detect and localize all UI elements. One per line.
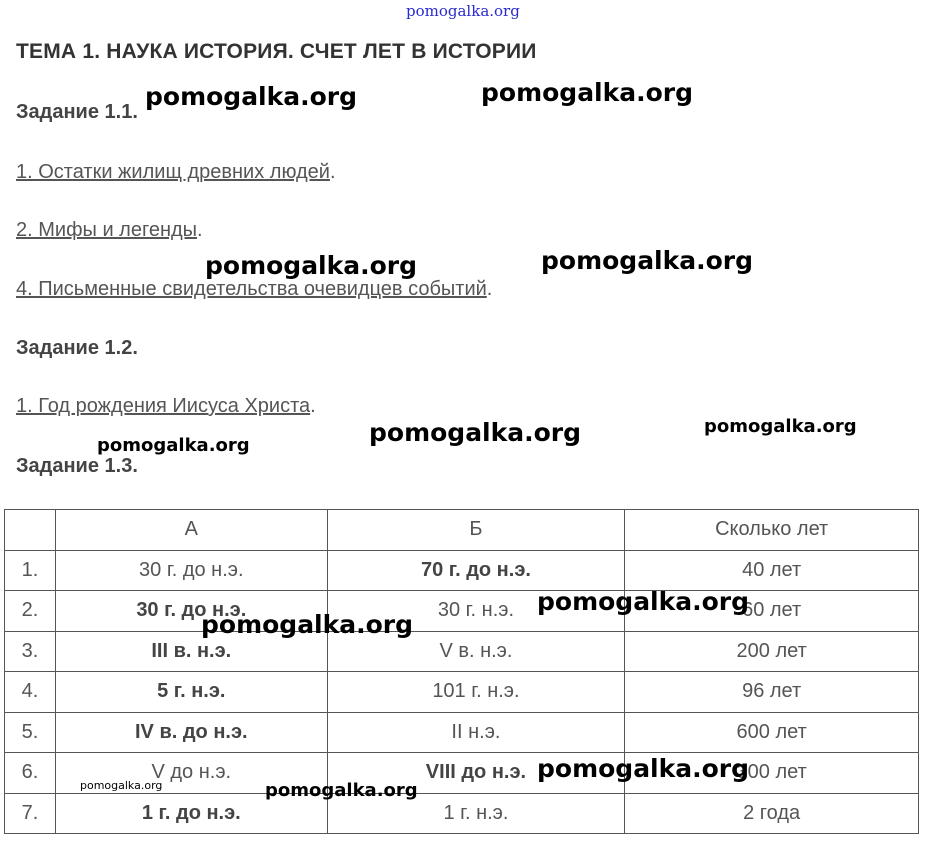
cell-b: 70 г. до н.э. [327, 550, 625, 591]
cell-a: 5 г. н.э. [55, 672, 327, 713]
cell-years: 200 лет [625, 631, 919, 672]
cell-b: VIII до н.э. [327, 753, 625, 794]
cell-a: 1 г. до н.э. [55, 793, 327, 834]
watermark: pomogalka.org [265, 780, 418, 801]
cell-b: II н.э. [327, 712, 625, 753]
header-cell-a: А [55, 510, 327, 551]
answer-text: 4. Письменные свидетельства очевидцев событий [16, 278, 487, 300]
cell-years: 300 лет [625, 753, 919, 794]
watermark: pomogalka.org [145, 82, 358, 111]
cell-years: 60 лет [625, 591, 919, 632]
watermark: pomogalka.org [205, 251, 418, 280]
table-row [5, 712, 919, 753]
task-heading: Задание 1.1. [16, 101, 138, 123]
cell-a: 30 г. до н.э. [55, 591, 327, 632]
cell-years: 600 лет [625, 712, 919, 753]
table-header-row [5, 510, 919, 551]
answer-item [16, 219, 203, 242]
row-number: 7. [5, 793, 56, 834]
row-number: 2. [5, 591, 56, 632]
table-row [5, 550, 919, 591]
cell-b: 1 г. н.э. [327, 793, 625, 834]
watermark: pomogalka.org [369, 418, 582, 447]
cell-years: 40 лет [625, 550, 919, 591]
header-cell-b: Б [327, 510, 625, 551]
answer-text: 1. Год рождения Иисуса Христа [16, 395, 311, 417]
row-number: 1. [5, 550, 56, 591]
cell-years: 2 года [625, 793, 919, 834]
cell-b: 30 г. н.э. [327, 591, 625, 632]
watermark: pomogalka.org [704, 416, 857, 437]
cell-b: V в. н.э. [327, 631, 625, 672]
table-row [5, 631, 919, 672]
answer-text: 1. Остатки жилищ древних людей [16, 161, 330, 183]
cell-a: III в. н.э. [55, 631, 327, 672]
answer-text: 2. Мифы и легенды [16, 219, 198, 241]
task-heading: Задание 1.3. [16, 455, 138, 477]
watermark-top: pomogalka.org [406, 2, 520, 20]
cell-a: 30 г. до н.э. [55, 550, 327, 591]
answer-period: . [486, 278, 493, 300]
answer-period: . [329, 161, 336, 183]
answer-item [16, 395, 316, 418]
watermark: pomogalka.org [537, 587, 750, 616]
table-row [5, 591, 919, 632]
answer-period: . [310, 395, 316, 417]
watermark: pomogalka.org [541, 246, 754, 275]
cell-a: IV в. до н.э. [55, 712, 327, 753]
watermark: pomogalka.org [481, 78, 694, 107]
cell-years: 96 лет [625, 672, 919, 713]
watermark: pomogalka.org [201, 610, 414, 639]
answer-item [16, 161, 336, 184]
header-cell-number [5, 510, 56, 551]
cell-a: V до н.э. [55, 753, 327, 794]
page-title: ТЕМА 1. НАУКА ИСТОРИЯ. СЧЕТ ЛЕТ В ИСТОРИИ [16, 40, 537, 63]
header-cell-years: Сколько лет [625, 510, 919, 551]
table-row [5, 672, 919, 713]
row-number: 3. [5, 631, 56, 672]
watermark: pomogalka.org [80, 779, 163, 792]
row-number: 4. [5, 672, 56, 713]
watermark: pomogalka.org [97, 435, 250, 456]
row-number: 5. [5, 712, 56, 753]
answer-period: . [197, 219, 203, 241]
cell-b: 101 г. н.э. [327, 672, 625, 713]
row-number: 6. [5, 753, 56, 794]
task-heading: Задание 1.2. [16, 337, 138, 359]
watermark: pomogalka.org [537, 754, 750, 783]
table-row [5, 793, 919, 834]
answer-item [16, 278, 492, 301]
